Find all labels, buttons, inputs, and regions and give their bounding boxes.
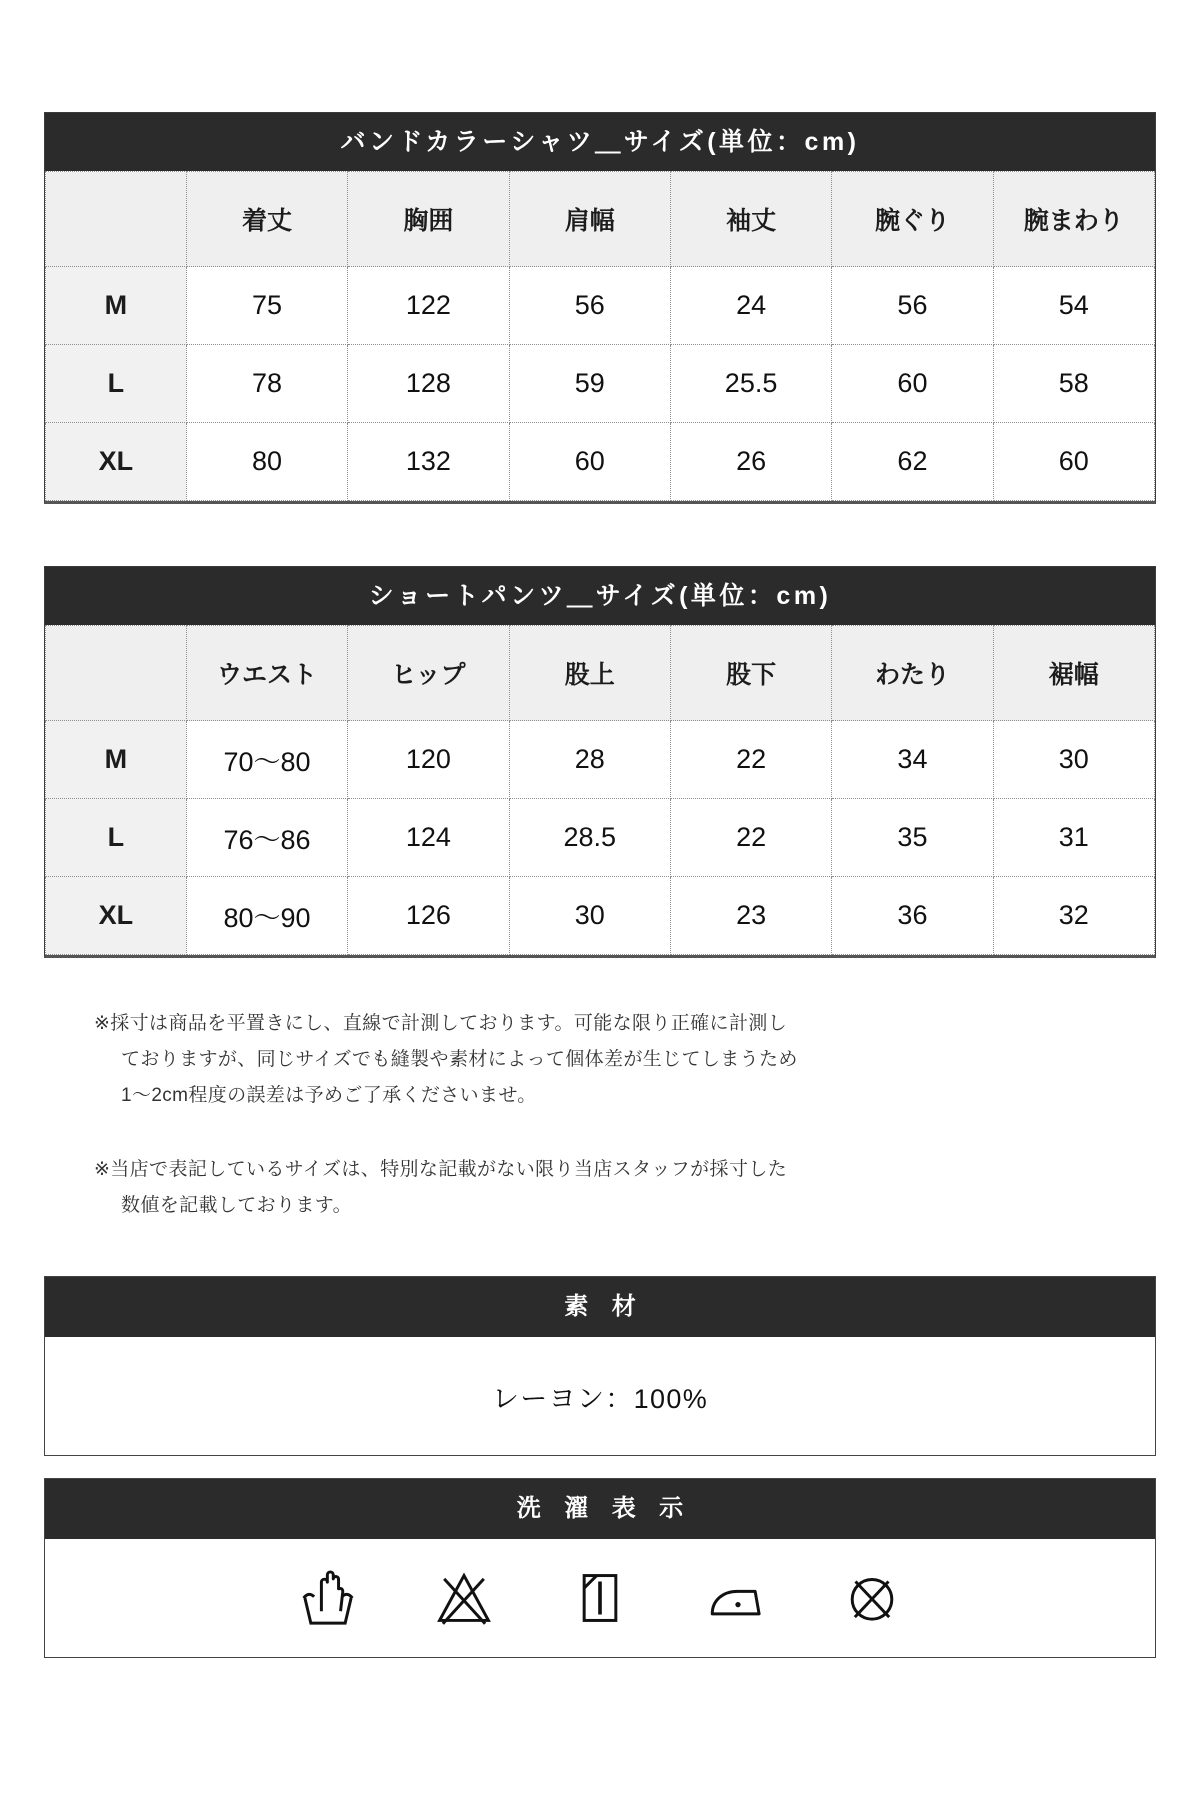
value-cell: 80 xyxy=(186,423,347,501)
material-section xyxy=(44,1276,1156,1456)
spacer xyxy=(44,504,1156,566)
column-header: 腕まわり xyxy=(993,172,1154,267)
table-row xyxy=(46,877,1155,955)
column-header: ヒップ xyxy=(348,626,509,721)
size-label: M xyxy=(46,721,187,799)
pants-header-row xyxy=(46,626,1155,721)
shirt-table-title: バンドカラーシャツ＿サイズ(単位：cm) xyxy=(45,113,1155,171)
value-cell: 35 xyxy=(832,799,993,877)
laundry-title: 洗 濯 表 示 xyxy=(45,1479,1155,1539)
no-dry-clean-icon xyxy=(839,1565,905,1631)
value-cell: 60 xyxy=(832,345,993,423)
table-row xyxy=(46,267,1155,345)
value-cell: 80〜90 xyxy=(186,877,347,955)
column-header: 股上 xyxy=(509,626,670,721)
table-row xyxy=(46,345,1155,423)
no-bleach-icon xyxy=(431,1565,497,1631)
column-header: 胸囲 xyxy=(348,172,509,267)
size-label: XL xyxy=(46,423,187,501)
pants-size-table xyxy=(44,566,1156,958)
size-label: M xyxy=(46,267,187,345)
value-cell: 28.5 xyxy=(509,799,670,877)
column-header: 裾幅 xyxy=(993,626,1154,721)
shade-dry-icon xyxy=(567,1565,633,1631)
note xyxy=(94,1006,1004,1114)
hand-wash-icon xyxy=(295,1565,361,1631)
value-cell: 24 xyxy=(670,267,831,345)
shirt-size-table xyxy=(44,112,1156,504)
column-header: わたり xyxy=(832,626,993,721)
value-cell: 31 xyxy=(993,799,1154,877)
table-row xyxy=(46,799,1155,877)
column-header: 袖丈 xyxy=(670,172,831,267)
shirt-header-row xyxy=(46,172,1155,267)
note-line: 数値を記載しております。 xyxy=(121,1195,353,1216)
value-cell: 56 xyxy=(509,267,670,345)
corner-cell xyxy=(46,172,187,267)
material-value: レーヨン：100% xyxy=(491,1383,709,1414)
material-body xyxy=(45,1337,1155,1455)
pants-table-title: ショートパンツ＿サイズ(単位：cm) xyxy=(45,567,1155,625)
size-label: L xyxy=(46,345,187,423)
value-cell: 54 xyxy=(993,267,1154,345)
material-title: 素 材 xyxy=(45,1277,1155,1337)
value-cell: 78 xyxy=(186,345,347,423)
note xyxy=(94,1152,1004,1224)
iron-low-temp-icon xyxy=(703,1565,769,1631)
column-header: 股下 xyxy=(670,626,831,721)
value-cell: 28 xyxy=(509,721,670,799)
value-cell: 30 xyxy=(993,721,1154,799)
note-line: ※当店で表記しているサイズは、特別な記載がない限り当店スタッフが採寸した xyxy=(94,1159,788,1180)
value-cell: 58 xyxy=(993,345,1154,423)
value-cell: 120 xyxy=(348,721,509,799)
column-header: 着丈 xyxy=(186,172,347,267)
value-cell: 56 xyxy=(832,267,993,345)
value-cell: 32 xyxy=(993,877,1154,955)
value-cell: 60 xyxy=(509,423,670,501)
value-cell: 124 xyxy=(348,799,509,877)
value-cell: 36 xyxy=(832,877,993,955)
size-label: XL xyxy=(46,877,187,955)
value-cell: 22 xyxy=(670,799,831,877)
value-cell: 26 xyxy=(670,423,831,501)
value-cell: 22 xyxy=(670,721,831,799)
column-header: ウエスト xyxy=(186,626,347,721)
shirt-table xyxy=(45,171,1155,501)
laundry-section xyxy=(44,1478,1156,1658)
table-row xyxy=(46,423,1155,501)
pants-table xyxy=(45,625,1155,955)
column-header: 腕ぐり xyxy=(832,172,993,267)
value-cell: 122 xyxy=(348,267,509,345)
value-cell: 62 xyxy=(832,423,993,501)
value-cell: 76〜86 xyxy=(186,799,347,877)
table-row xyxy=(46,721,1155,799)
value-cell: 126 xyxy=(348,877,509,955)
value-cell: 30 xyxy=(509,877,670,955)
note-line: ※採寸は商品を平置きにし、直線で計測しております。可能な限り正確に計測し xyxy=(94,1013,788,1034)
note-line: 1〜2cm程度の誤差は予めご了承くださいませ。 xyxy=(121,1085,537,1106)
value-cell: 59 xyxy=(509,345,670,423)
value-cell: 25.5 xyxy=(670,345,831,423)
value-cell: 70〜80 xyxy=(186,721,347,799)
value-cell: 75 xyxy=(186,267,347,345)
value-cell: 34 xyxy=(832,721,993,799)
value-cell: 132 xyxy=(348,423,509,501)
value-cell: 60 xyxy=(993,423,1154,501)
size-label: L xyxy=(46,799,187,877)
laundry-icons-row xyxy=(45,1539,1155,1657)
note-line: ておりますが、同じサイズでも縫製や素材によって個体差が生じてしまうため xyxy=(121,1049,798,1070)
measurement-notes xyxy=(44,1006,1004,1224)
column-header: 肩幅 xyxy=(509,172,670,267)
corner-cell xyxy=(46,626,187,721)
value-cell: 23 xyxy=(670,877,831,955)
value-cell: 128 xyxy=(348,345,509,423)
